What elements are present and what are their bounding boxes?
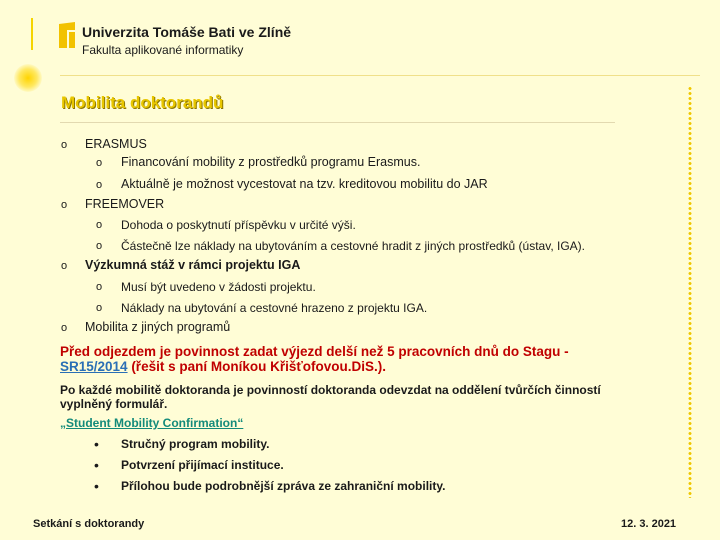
bullet-icon: o bbox=[61, 260, 68, 272]
decor-yellow-dot bbox=[14, 64, 42, 92]
decor-top-line bbox=[60, 75, 700, 76]
list-item: Částečně lze náklady na ubytováním a cestovné hradit z jiných prostředků (ústav, IGA). bbox=[121, 239, 586, 253]
stag-warning bbox=[60, 344, 630, 374]
bullet-icon: o bbox=[96, 240, 103, 252]
bullet-icon: o bbox=[61, 199, 68, 211]
section-erasmus: ERASMUS bbox=[85, 137, 147, 151]
bullet-icon: o bbox=[96, 179, 103, 191]
section-other-programs: Mobilita z jiných programů bbox=[85, 320, 231, 334]
list-item: Přílohou bude podrobnější zpráva ze zahraniční mobility. bbox=[121, 479, 446, 493]
obligation-paragraph: Po každé mobilitě doktoranda je povinností doktoranda odevzdat na oddělení tvůrčích činností vyplněný formulář. bbox=[60, 383, 601, 411]
list-item: Aktuálně je možnost vycestovat na tzv. kreditovou mobilitu do JAR bbox=[121, 177, 488, 191]
university-name: Univerzita Tomáše Bati ve Zlíně bbox=[82, 24, 292, 40]
footer-title: Setkání s doktorandy bbox=[33, 518, 145, 530]
list-item: Potvrzení přijímací instituce. bbox=[121, 458, 284, 472]
warning-text: Před odjezdem je povinnost zadat výjezd delší než 5 pracovních dnů do Stagu - bbox=[60, 344, 569, 359]
bullet-icon: o bbox=[61, 139, 68, 151]
decor-vertical-bar bbox=[31, 18, 33, 50]
dot-bullet-icon: • bbox=[94, 457, 99, 473]
list-item: Náklady na ubytování a cestovné hrazeno z projektu IGA. bbox=[121, 301, 428, 315]
section-freemover: FREEMOVER bbox=[85, 197, 165, 211]
list-item: Musí být uvedeno v žádosti projektu. bbox=[121, 280, 316, 294]
page-title: Mobilita doktorandů bbox=[61, 93, 224, 112]
bullet-icon: o bbox=[96, 157, 103, 169]
bullet-icon: o bbox=[96, 219, 103, 231]
footer-date: 12. 3. 2021 bbox=[621, 518, 677, 530]
list-item: Financování mobility z prostředků programu Erasmus. bbox=[121, 155, 421, 169]
list-item: Dohoda o poskytnutí příspěvku v určité výši. bbox=[121, 218, 356, 232]
title-underline bbox=[60, 122, 615, 123]
stag-rule-link[interactable]: SR15/2014 bbox=[60, 359, 128, 374]
mobility-confirmation-form-link[interactable]: „Student Mobility Confirmation“ bbox=[60, 416, 244, 430]
bullet-icon: o bbox=[61, 322, 68, 334]
section-iga: Výzkumná stáž v rámci projektu IGA bbox=[85, 258, 301, 272]
bullet-icon: o bbox=[96, 302, 103, 314]
dot-bullet-icon: • bbox=[94, 436, 99, 452]
decor-dotted-line bbox=[688, 86, 692, 498]
university-logo-icon bbox=[57, 20, 77, 50]
faculty-name: Fakulta aplikované informatiky bbox=[82, 43, 244, 57]
list-item: Stručný program mobility. bbox=[121, 437, 270, 451]
bullet-icon: o bbox=[96, 281, 103, 293]
dot-bullet-icon: • bbox=[94, 478, 99, 494]
warning-contact: (řešit s paní Moníkou Křišťofovou.DiS.). bbox=[127, 359, 387, 374]
